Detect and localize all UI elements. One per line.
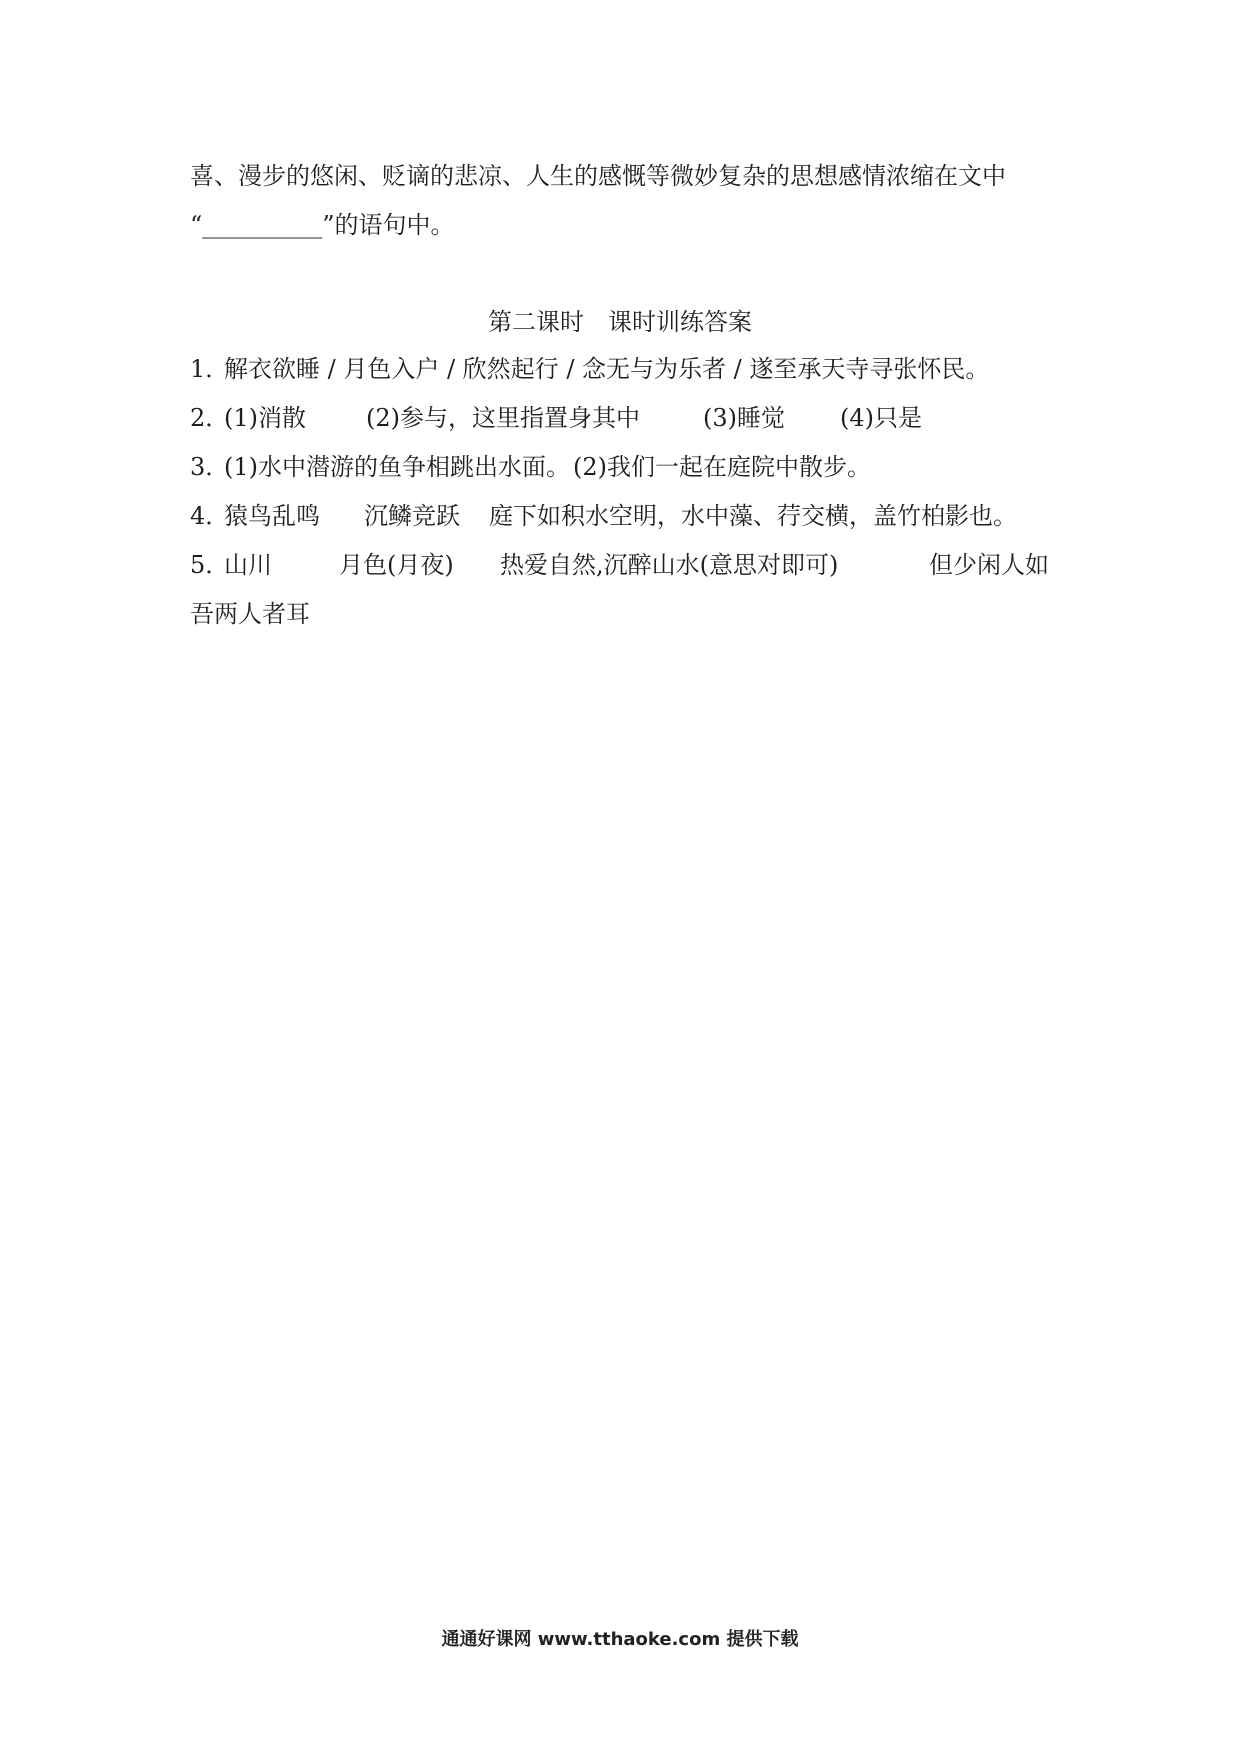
answer-item-4	[0, 500, 1240, 532]
item-number: 4．	[190, 502, 230, 530]
answer-part: (3)睡觉	[703, 404, 785, 432]
item-number: 3．	[190, 453, 230, 481]
intro-line-2	[0, 209, 1240, 241]
page-footer: 通通好课网 www.tthaoke.com 提供下载	[441, 1629, 799, 1650]
answer-item-5-continuation	[0, 598, 1240, 630]
section-title: 第二课时 课时训练答案	[488, 308, 752, 336]
item-number: 1．	[190, 355, 230, 383]
answer-part: (2)参与，这里指置身其中	[366, 404, 640, 432]
answer-part: (1)消散	[224, 404, 306, 432]
answer-part: 但少闲人如	[929, 551, 1049, 579]
answer-part: (4)只是	[840, 404, 922, 432]
item-number: 2．	[190, 404, 230, 432]
answer-part: (2)我们一起在庭院中散步。	[573, 453, 871, 481]
answer-item-1	[0, 353, 1240, 385]
answer-part: (1)水中潜游的鱼争相跳出水面。	[224, 453, 570, 481]
answer-part: 庭下如积水空明，水中藻、荇交横，盖竹柏影也。	[489, 502, 1017, 530]
answer-continuation: 吾两人者耳	[190, 600, 310, 628]
answer-item-2	[0, 402, 1240, 434]
intro-line-1	[0, 160, 1240, 192]
answer-part: 山川	[224, 551, 272, 579]
intro-text-1: 喜、漫步的悠闲、贬谪的悲凉、人生的感慨等微妙复杂的思想感情浓缩在文中	[190, 162, 1006, 190]
item-number: 5．	[190, 551, 230, 579]
answer-part: 热爱自然,沉醉山水(意思对即可)	[500, 551, 839, 579]
answer-item-5	[0, 549, 1240, 581]
answer-text: 解衣欲睡 / 月色入户 / 欣然起行 / 念无与为乐者 / 遂至承天寺寻张怀民。	[224, 355, 990, 383]
answer-part: 沉鳞竞跃	[364, 502, 460, 530]
answer-part: 猿鸟乱鸣	[224, 502, 320, 530]
intro-text-2: “__________”的语句中。	[190, 211, 455, 239]
answer-part: 月色(月夜)	[339, 551, 454, 579]
answer-item-3	[0, 451, 1240, 483]
